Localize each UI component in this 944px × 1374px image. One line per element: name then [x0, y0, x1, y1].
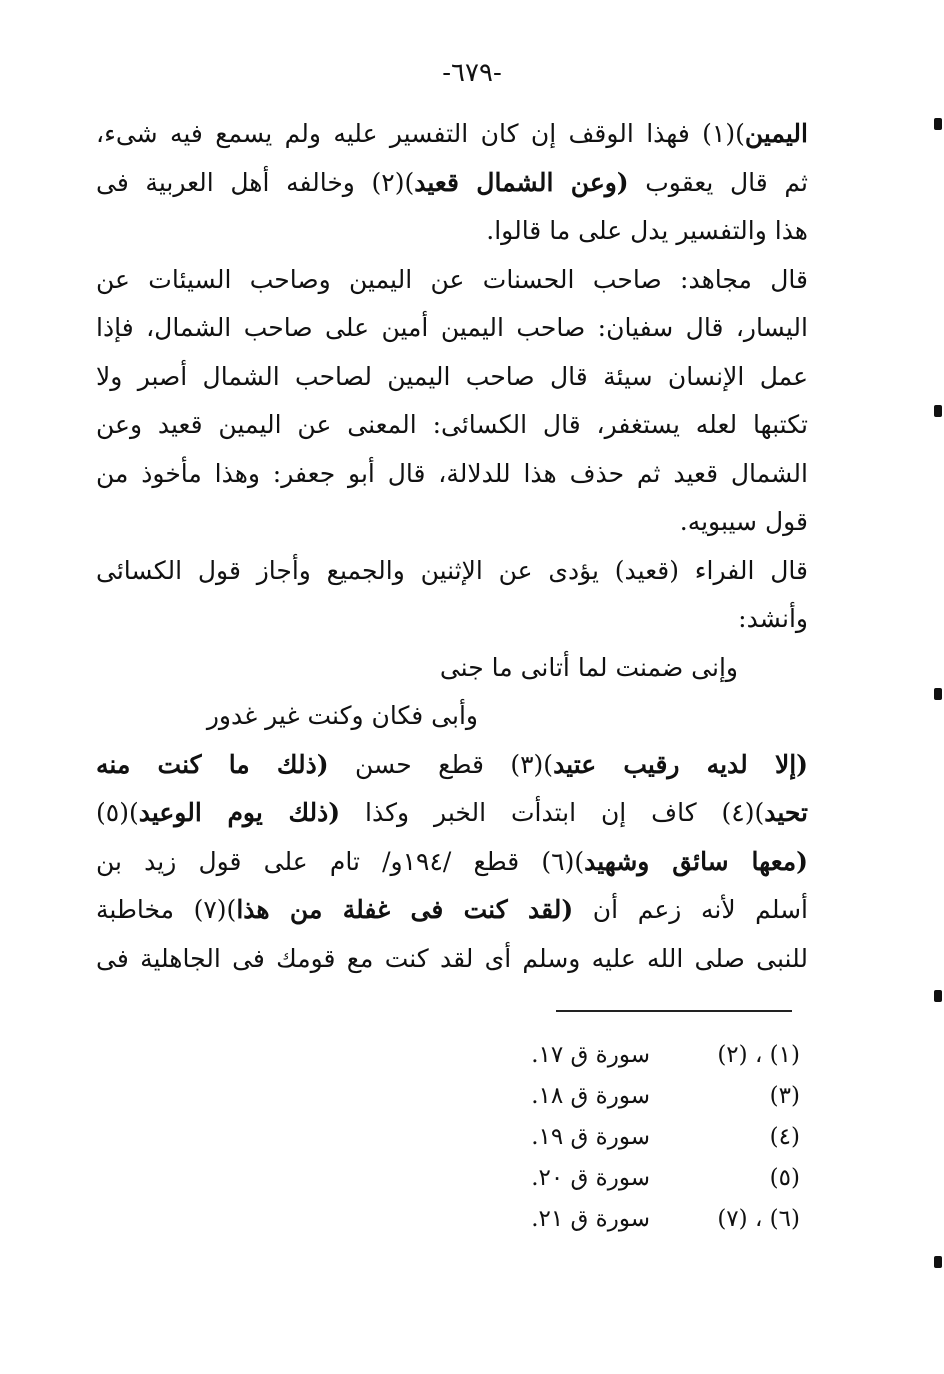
scan-edge-mark	[934, 990, 942, 1002]
line-text: )(٤) كاف إن ابتدأت الخبر وكذا	[340, 798, 765, 827]
line-text: اليسار، قال سفيان: صاحب اليمين أمين على صاحب الشمال، فإذا	[96, 313, 808, 342]
quran-quote: (لقد كنت فى غفلة من هذا	[236, 895, 574, 924]
line-text: تكتبها لعله يستغفر، قال الكسائى: المعنى عن اليمين قعيد وعن	[96, 410, 808, 439]
footnotes	[440, 1035, 800, 1240]
text-line	[96, 547, 808, 596]
footnote-text: سورة ق ٢١.	[531, 1206, 650, 1232]
footnote-text: سورة ق ١٩.	[531, 1124, 650, 1150]
text-line	[96, 159, 808, 208]
line-text: هذا والتفسير يدل على ما قالوا.	[486, 216, 808, 245]
footnote-text: سورة ق ٢٠.	[531, 1165, 650, 1191]
text-line	[96, 256, 808, 305]
line-text: أسلم لأنه زعم أن	[573, 895, 808, 924]
line-text: )(٣) قطع حسن	[328, 749, 554, 779]
text-line	[96, 450, 808, 499]
text-line	[96, 353, 808, 402]
text-line	[96, 304, 808, 353]
verse-line: وإنى ضمنت لما أتانى ما جنى	[439, 652, 738, 682]
quran-quote: تحيد	[764, 798, 808, 827]
footnote-refs: (٦) ، (٧)	[717, 1206, 800, 1232]
page-number: -٦٧٩-	[442, 58, 502, 88]
line-text: عمل الإنسان سيئة قال صاحب اليمين لصاحب الشمال أصبر ولا	[96, 361, 808, 391]
footnote	[440, 1117, 800, 1158]
line-text: )(٧) مخاطبة	[96, 895, 237, 924]
quran-quote: اليمين	[744, 119, 808, 148]
line-text: )(٥)	[96, 798, 139, 827]
line-text: الشمال قعيد ثم حذف هذا للدلالة، قال أبو جعفر: وهذا مأخوذ من	[96, 458, 808, 488]
line-text: )(٢) وخالفه أهل العربية فى	[96, 167, 415, 197]
text-line	[96, 838, 808, 887]
footnote	[440, 1158, 800, 1199]
footnote-refs: (٤)	[769, 1124, 800, 1150]
text-line	[96, 886, 808, 935]
quran-quote: (ذلك ما كنت منه	[96, 749, 329, 779]
footnote	[440, 1199, 800, 1240]
line-text: وأنشد:	[738, 604, 808, 633]
scan-edge-mark	[934, 405, 942, 417]
footnote-text: سورة ق ١٧.	[531, 1042, 650, 1068]
verse-line: وأبى فكان وكنت غير غدور	[206, 701, 478, 730]
text-line	[96, 595, 808, 644]
line-text: قول سيبويه.	[679, 507, 808, 536]
line-text: ثم قال يعقوب	[628, 167, 808, 197]
footnote	[440, 1035, 800, 1076]
footnote-text: سورة ق ١٨.	[531, 1083, 650, 1109]
text-line	[96, 935, 808, 984]
quran-quote: (معها سائق وشهيد	[584, 846, 808, 876]
text-line	[96, 110, 808, 159]
quran-quote: (وعن الشمال قعيد	[414, 167, 629, 197]
line-text: )(١) فهذا الوقف إن كان التفسير عليه ولم يسمع فيه شىء،	[96, 119, 745, 148]
footnote-refs: (٣)	[769, 1083, 800, 1109]
footnote-refs: (٥)	[769, 1165, 800, 1191]
text-line	[96, 498, 808, 547]
line-text: قال مجاهد: صاحب الحسنات عن اليمين وصاحب السيئات عن	[96, 264, 808, 294]
text-line	[96, 207, 808, 256]
footnote	[440, 1076, 800, 1117]
text-line	[96, 401, 808, 450]
scan-edge-mark	[934, 1256, 942, 1268]
main-text	[96, 110, 808, 983]
line-text: قال الفراء (قعيد) يؤدى عن الإثنين والجميع وأجاز قول الكسائى	[96, 555, 808, 585]
text-line	[96, 741, 808, 790]
text-line	[96, 789, 808, 838]
quran-quote: (إلا لديه رقيب عتيد	[553, 749, 808, 779]
footnote-separator	[556, 1010, 792, 1012]
line-text: للنبى صلى الله عليه وسلم أى لقد كنت مع قومك فى الجاهلية فى	[96, 943, 808, 973]
footnote-refs: (١) ، (٢)	[717, 1042, 800, 1068]
scan-edge-mark	[934, 688, 942, 700]
line-text: )(٦) قطع /١٩٤و/ تام على قول زيد بن	[96, 846, 585, 876]
quran-quote: (ذلك يوم الوعيد	[138, 798, 341, 827]
scan-edge-mark	[934, 118, 942, 130]
